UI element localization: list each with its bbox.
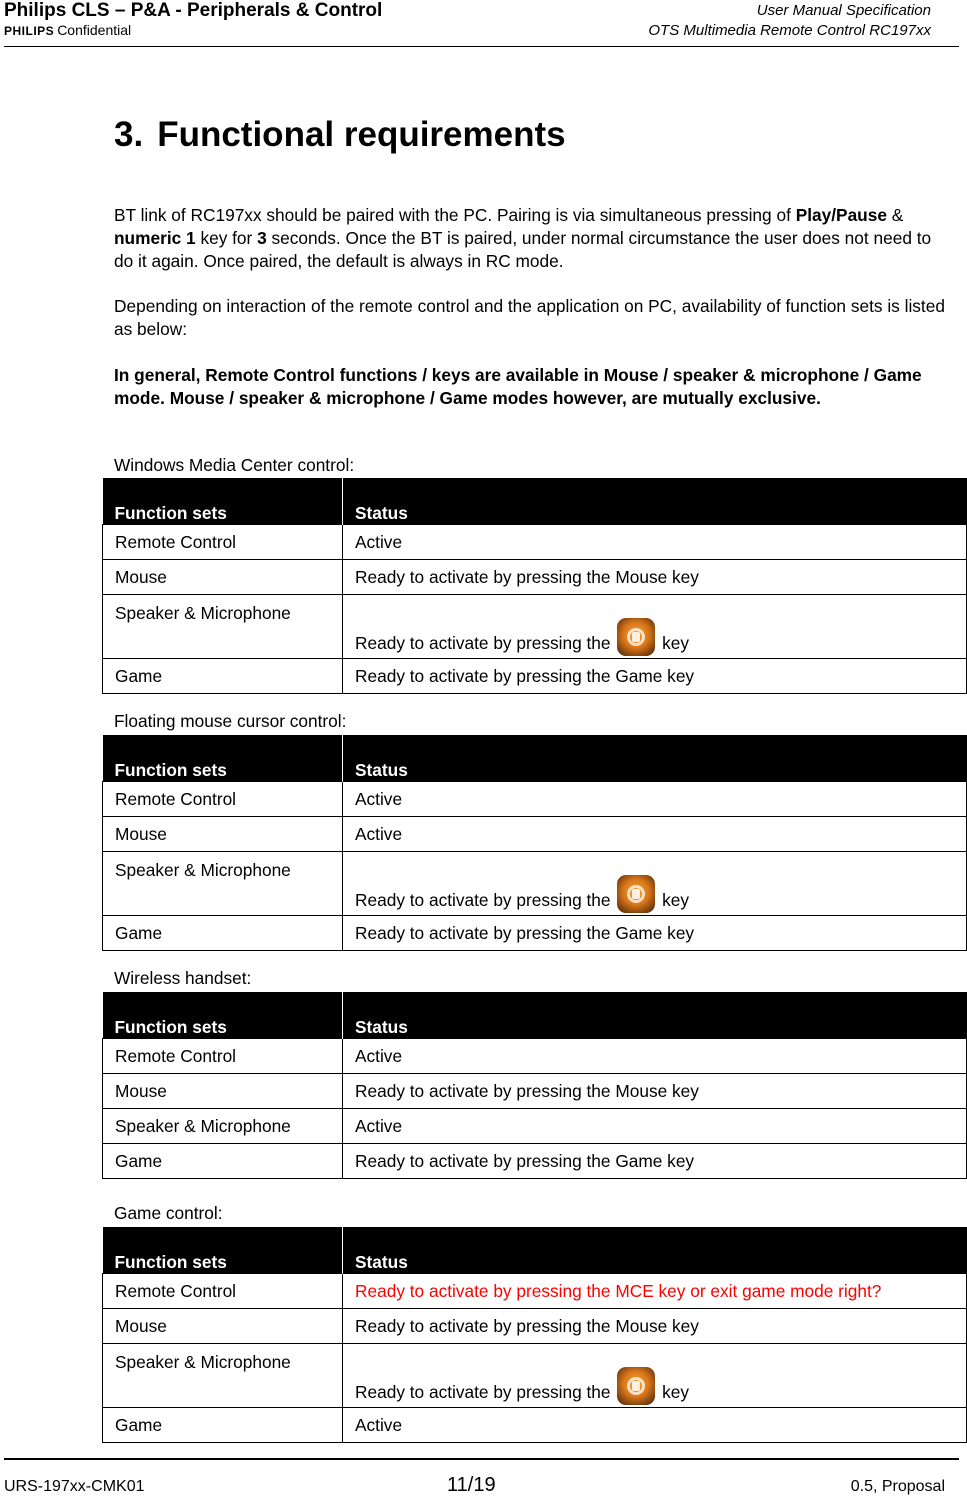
status-text: Ready to activate by pressing the xyxy=(355,1382,611,1402)
table-row xyxy=(103,595,967,659)
speaker-microphone-key-icon xyxy=(617,875,655,913)
seconds-count-text: 3 xyxy=(257,228,267,248)
status-cell xyxy=(343,595,967,659)
status-cell: Active xyxy=(343,782,967,817)
text-run: & xyxy=(886,205,904,225)
philips-logo: PHILIPS xyxy=(4,24,55,38)
column-header-status: Status xyxy=(343,992,967,1039)
column-header-status: Status xyxy=(343,478,967,525)
column-header-function-sets: Function sets xyxy=(103,478,343,525)
function-cell: Speaker & Microphone xyxy=(103,1109,343,1144)
status-cell: Ready to activate by pressing the Mouse key xyxy=(343,560,967,595)
pairing-paragraph xyxy=(114,204,954,273)
function-cell: Speaker & Microphone xyxy=(103,1344,343,1408)
page-header xyxy=(4,0,959,47)
table-row xyxy=(103,852,967,916)
speaker-microphone-key-icon xyxy=(617,1367,655,1405)
status-cell: Active xyxy=(343,1109,967,1144)
status-text: Ready to activate by pressing the xyxy=(355,890,611,910)
speaker-microphone-key-icon xyxy=(617,618,655,656)
header-brand xyxy=(4,22,131,38)
table-wireless-handset xyxy=(102,992,967,1179)
key-suffix-text: key xyxy=(662,1382,690,1402)
status-cell: Ready to activate by pressing the Mouse key xyxy=(343,1074,967,1109)
play-pause-key-text: Play/Pause xyxy=(795,205,887,225)
table-row xyxy=(103,1074,967,1109)
page-number: 11/19 xyxy=(447,1474,496,1496)
table-game-control xyxy=(102,1227,967,1443)
table-row xyxy=(103,817,967,852)
table-row xyxy=(103,1144,967,1179)
status-cell: Ready to activate by pressing the Mouse key xyxy=(343,1309,967,1344)
table-row xyxy=(103,782,967,817)
column-header-function-sets: Function sets xyxy=(103,1227,343,1274)
status-text: Ready to activate by pressing the xyxy=(355,633,611,653)
function-cell: Game xyxy=(103,659,343,694)
status-cell: Active xyxy=(343,1039,967,1074)
table-wmc xyxy=(102,478,967,694)
table-row xyxy=(103,1344,967,1408)
numeric-1-key-text: numeric 1 xyxy=(114,228,196,248)
function-cell: Mouse xyxy=(103,560,343,595)
confidential-label: Confidential xyxy=(57,22,132,38)
status-cell: Active xyxy=(343,525,967,560)
table-row xyxy=(103,916,967,951)
document-id: URS-197xx-CMK01 xyxy=(4,1478,145,1495)
document-version: 0.5, Proposal xyxy=(850,1478,945,1495)
function-cell: Remote Control xyxy=(103,782,343,817)
header-spec: User Manual Specification xyxy=(756,2,931,19)
table-caption-wmc: Windows Media Center control: xyxy=(114,455,355,475)
status-cell: Ready to activate by pressing the Game key xyxy=(343,659,967,694)
header-product: OTS Multimedia Remote Control RC197xx xyxy=(648,22,931,39)
table-row xyxy=(103,1408,967,1443)
status-cell: Active xyxy=(343,817,967,852)
section-title: Functional requirements xyxy=(157,115,566,154)
status-cell: Active xyxy=(343,1408,967,1443)
table-row xyxy=(103,525,967,560)
table-caption-game: Game control: xyxy=(114,1203,223,1223)
text-run: BT link of RC197xx should be paired with the PC. Pairing is via simultaneous pressing of xyxy=(114,205,796,225)
table-floating-mouse xyxy=(102,735,967,951)
function-cell: Mouse xyxy=(103,1074,343,1109)
document-body xyxy=(114,110,954,408)
table-row xyxy=(103,560,967,595)
table-caption-handset: Wireless handset: xyxy=(114,968,252,988)
function-cell: Speaker & Microphone xyxy=(103,852,343,916)
table-row xyxy=(103,1109,967,1144)
table-header-row xyxy=(103,735,967,782)
column-header-status: Status xyxy=(343,1227,967,1274)
mutually-exclusive-paragraph: In general, Remote Control functions / keys are available in Mouse / speaker & microphone / Game mode. Mouse / speaker & microphone / Game modes however, are mutually exclusive. xyxy=(114,365,922,408)
header-title: Philips CLS – P&A - Peripherals & Control xyxy=(4,0,383,21)
column-header-function-sets: Function sets xyxy=(103,992,343,1039)
function-cell: Remote Control xyxy=(103,525,343,560)
table-header-row xyxy=(103,992,967,1039)
function-cell: Remote Control xyxy=(103,1039,343,1074)
key-suffix-text: key xyxy=(662,633,690,653)
function-cell: Game xyxy=(103,1144,343,1179)
section-heading xyxy=(114,110,954,160)
column-header-status: Status xyxy=(343,735,967,782)
function-cell: Remote Control xyxy=(103,1274,343,1309)
key-suffix-text: key xyxy=(662,890,690,910)
section-number: 3. xyxy=(114,115,144,154)
text-run: key for xyxy=(195,228,258,248)
table-row xyxy=(103,659,967,694)
page-footer xyxy=(4,1458,959,1498)
table-row xyxy=(103,1039,967,1074)
function-cell: Mouse xyxy=(103,1309,343,1344)
column-header-function-sets: Function sets xyxy=(103,735,343,782)
function-cell: Game xyxy=(103,916,343,951)
table-row xyxy=(103,1309,967,1344)
table-header-row xyxy=(103,478,967,525)
status-cell-highlighted: Ready to activate by pressing the MCE key or exit game mode right? xyxy=(343,1274,967,1309)
table-header-row xyxy=(103,1227,967,1274)
status-cell xyxy=(343,852,967,916)
status-cell: Ready to activate by pressing the Game key xyxy=(343,1144,967,1179)
status-cell: Ready to activate by pressing the Game key xyxy=(343,916,967,951)
status-cell xyxy=(343,1344,967,1408)
function-cell: Mouse xyxy=(103,817,343,852)
function-cell: Game xyxy=(103,1408,343,1443)
text-run: seconds. Once the BT is paired, under normal circumstance the user does not need to do it again. Once paired, the default is always in RC mode. xyxy=(114,228,932,271)
function-cell: Speaker & Microphone xyxy=(103,595,343,659)
table-caption-floating: Floating mouse cursor control: xyxy=(114,711,347,731)
table-row xyxy=(103,1274,967,1309)
function-sets-paragraph: Depending on interaction of the remote control and the application on PC, availability of function sets is listed as below: xyxy=(114,296,945,339)
